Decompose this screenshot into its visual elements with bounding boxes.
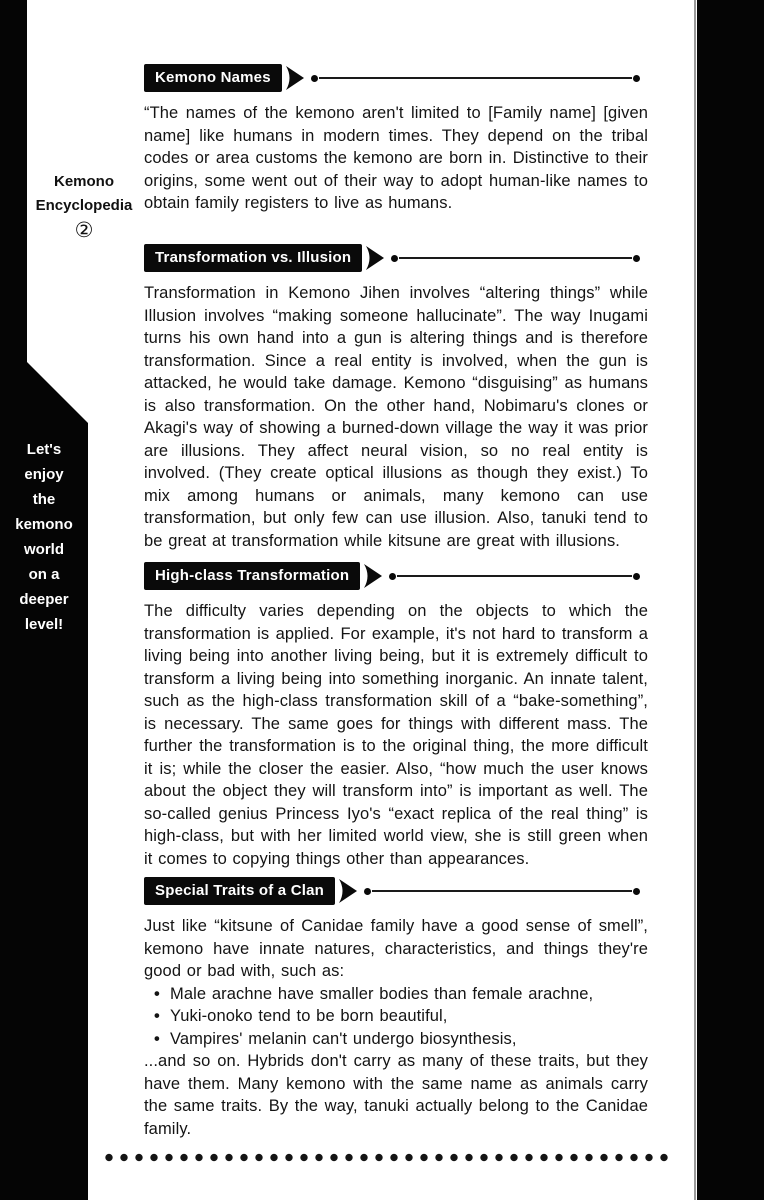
slogan-line: level! [24,616,64,633]
arrow-right-icon [284,64,305,92]
rule-end-dot [633,573,640,580]
section-header [144,876,648,906]
section-title: Transformation vs. Illusion [144,244,362,272]
volume-number: ② [74,219,94,242]
dotted-rule [389,573,640,580]
rule-end-dot [389,573,396,580]
rule-end-dot [364,888,371,895]
list-item [144,1005,648,1028]
section-body [144,102,648,215]
bullet-icon: • [154,1029,160,1048]
rule-line [319,77,632,79]
rule-end-dot [391,255,398,262]
section-body [144,915,648,1140]
rule-end-dot [311,75,318,82]
rule-end-dot [633,75,640,82]
paragraph-outro: ...and so on. Hybrids don't carry as many of these traits, but they have them. Many kemono with the same name as animals carry the same traits. By the way, tanuki actually belong to the Canidae family. [144,1052,648,1138]
dotted-rule [311,75,640,82]
section-title: Kemono Names [144,64,282,92]
volume-label [28,170,140,244]
rule-end-dot [633,888,640,895]
list-item-text: Vampires' melanin can't undergo biosynthesis, [170,1029,517,1048]
list-item-text: Yuki-onoko tend to be born beautiful, [170,1007,448,1025]
rule-line [397,575,632,577]
list-item [144,983,648,1006]
sidebar-slogan [0,437,88,637]
section-special-traits-of-a-clan [144,876,648,1140]
bullet-icon: • [154,1007,160,1025]
section-transformation-vs-illusion [144,243,648,552]
section-body [144,600,648,870]
paragraph: “The names of the kemono aren't limited to [Family name] [given name] like humans in modern times. They depend on the tribal codes or area customs the kemono are born in. Distinctive to their origins, some went out of their way to adopt human-like names to obtain family registers to live as humans. [144,104,648,212]
arrow-right-icon [364,244,385,272]
section-title: Special Traits of a Clan [144,877,335,905]
section-header [144,63,648,93]
volume-label-line1: Kemono [54,173,114,190]
slogan-line: kemono [15,516,73,533]
paragraph-intro: Just like “kitsune of Canidae family have a good sense of smell”, kemono have innate natures, characteristics, and things they're good or bad with, such as: [144,917,648,980]
bullet-icon: • [154,984,160,1003]
rule-line [399,257,632,259]
list-item [144,1028,648,1051]
dotted-divider [105,1153,673,1162]
slogan-line: world [24,541,64,558]
volume-label-line2: Encyclopedia [35,197,133,214]
arrow-right-icon [362,562,383,590]
slogan-line: deeper [19,591,69,608]
right-hairline [694,0,696,1200]
section-header [144,561,648,591]
rule-end-dot [633,255,640,262]
section-kemono-names [144,63,648,215]
section-high-class-transformation [144,561,648,870]
section-body [144,282,648,552]
slogan-line: the [32,491,56,508]
paragraph: Transformation in Kemono Jihen involves “altering things” while Illusion involves “making someone hallucinate”. The way Inugami turns his own hand into a gun is altering things and is therefore transformation. Since a real entity is involved, when the gun is attacked, he would take damage. Kemono “disguising” as humans is also transformation. On the other hand, Nobimaru's clones or Akagi's way of showing a burned-down village the way it was prior are illusions. They affect neural vision, so no real entity is involved. (They create optical illusions as though they exist.) To mix among humans or animals, many kemono can use transformation, but only few can use illusion. Also, tanuki tend to be great at transformation while kitsune are great with illusions. [144,284,648,550]
slogan-line: enjoy [24,466,64,483]
slogan-line: Let's [26,441,62,458]
dotted-rule [391,255,640,262]
trait-list [144,983,648,1051]
right-border-strip [697,0,764,1200]
dotted-rule [364,888,640,895]
slogan-line: on a [28,566,60,583]
rule-line [372,890,632,892]
section-title: High-class Transformation [144,562,360,590]
list-item-text: Male arachne have smaller bodies than female arachne, [170,984,594,1003]
section-header [144,243,648,273]
arrow-right-icon [337,877,358,905]
paragraph: The difficulty varies depending on the objects to which the transformation is applied. For example, it's not hard to transform a living being into another living being, but it is extremely difficult to transform a living being into something inorganic. An innate talent, such as the high-class transformation skill of a “bake-something”, is necessary. The same goes for things with different mass. The further the transformation is to the original thing, the more difficult it is; while the closer the easier. Also, “how much the user knows about the object they will transform into” is important as well. The so-called genius Princess Iyo's “exact replica of the real thing” is high-class, but with her limited world view, she is still green when it comes to copying things other than appearances. [144,602,648,868]
